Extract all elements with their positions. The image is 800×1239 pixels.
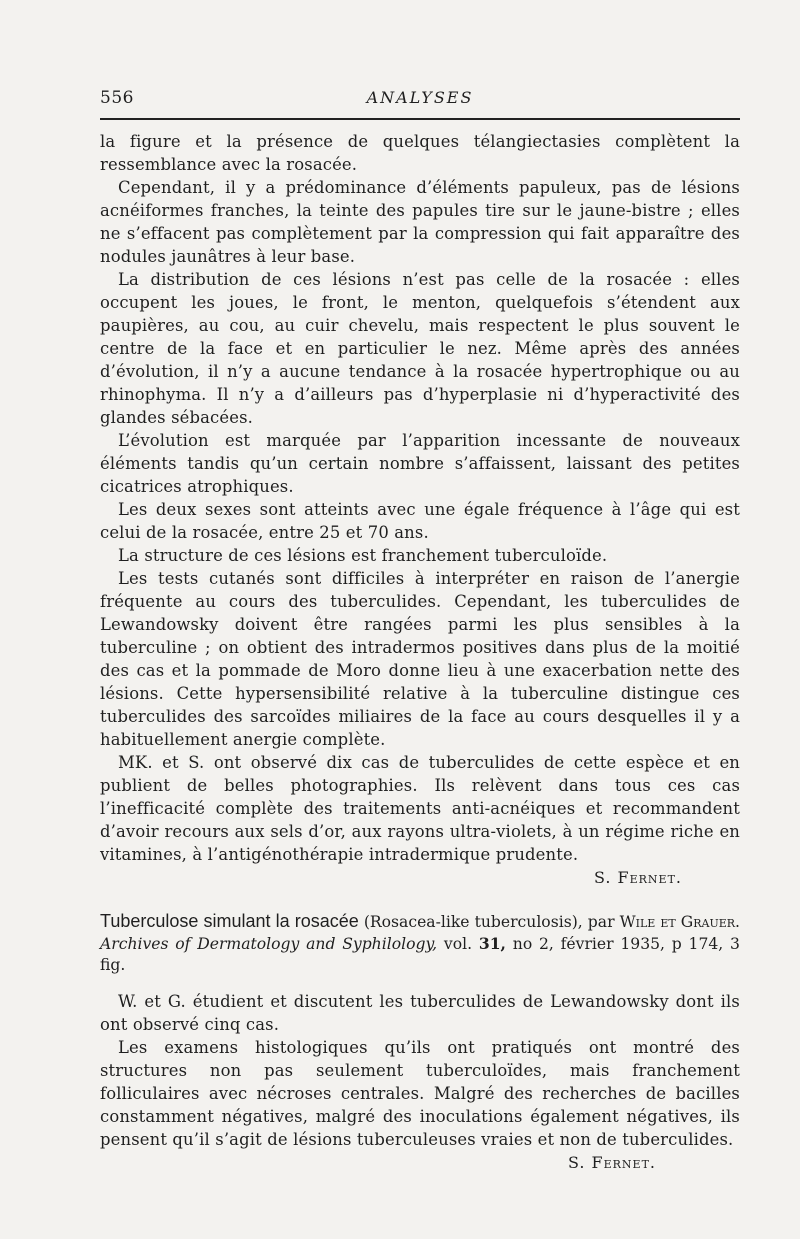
paragraph: Les deux sexes sont atteints avec une égale fréquence à l’âge qui est celui de la rosacée, entre 25 et 70 ans. xyxy=(100,500,740,542)
page-header xyxy=(100,88,740,112)
paragraph: W. et G. étudient et discutent les tuberculides de Lewandowsky dont ils ont observé cinq cas. xyxy=(100,992,740,1034)
journal-name: Archives of Dermatology and Syphilology, xyxy=(100,935,438,953)
paragraph: la figure et la présence de quelques télangiectasies complètent la ressemblance avec la rosacée. xyxy=(100,132,740,174)
review-heading xyxy=(100,911,740,976)
first-article xyxy=(100,130,740,889)
page-number: 556 xyxy=(100,88,134,108)
paragraph: L’évolution est marquée par l’apparition incessante de nouveaux éléments tandis qu’un certain nombre s’affaissent, laissant des petites cicatrices atrophiques. xyxy=(100,431,740,496)
paragraph: Cependant, il y a prédominance d’éléments papuleux, pas de lésions acnéiformes franches, la teinte des papules tire sur le jaune-bistre ; elles ne s’effacent pas complètement par la compression qui fait apparaître des nodules jaunâtres à leur base. xyxy=(100,178,740,266)
page-content xyxy=(100,88,740,1174)
signature: S. Fernet. xyxy=(567,1153,656,1172)
paragraph: Les examens histologiques qu’ils ont pratiqués ont montré des structures non pas seulement tuberculoïdes, mais franchement folliculaires avec nécroses centrales. Malgré des recherches de bacilles constamment négatives, malgré des inoculations également négatives, ils pensent qu’il s’agit de lésions tuberculeuses vraies et non de tuberculides. xyxy=(100,1038,740,1149)
paragraph: Les tests cutanés sont difficiles à interpréter en raison de l’anergie fréquente au cours des tuberculides. Cependant, les tuberculides de Lewandowsky doivent être rangées parmi les plus sensibles à la tuberculine ; on obtient des intradermos positives dans plus de la moitié des cas et la pommade de Moro donne lieu à une exacerbation nette des lésions. Cette hypersensibilité relative à la tuberculine distingue ces tuberculides des sarcoïdes miliaires de la face au cours desquelles il y a habituellement anergie complète. xyxy=(100,569,740,749)
article-title: Tuberculose simulant la rosacée xyxy=(100,911,359,931)
english-title: (Rosacea-like tuberculosis), par xyxy=(363,913,615,931)
volume-label: vol. xyxy=(443,935,473,953)
running-title: ANALYSES xyxy=(366,88,474,107)
authors: Wile et Grauer. xyxy=(619,913,740,931)
volume-number: 31, xyxy=(478,934,506,953)
second-article xyxy=(100,990,740,1174)
issue-details: no 2, février 1935, p 174, 3 fig. xyxy=(100,935,740,974)
paragraph: MK. et S. ont observé dix cas de tuberculides de cette espèce et en publient de belles photographies. Ils relèvent dans tous ces cas l’inefficacité complète des traitements anti-acnéiques et recommandent d’avoir recours aux sels d’or, aux rayons ultra-violets, à un régime riche en vitamines, à l’antigénothérapie intradermique prudente. xyxy=(100,753,740,864)
header-rule xyxy=(100,118,740,120)
paragraph: La structure de ces lésions est franchement tuberculoïde. xyxy=(118,546,608,565)
paragraph: La distribution de ces lésions n’est pas celle de la rosacée : elles occupent les joues, le front, le menton, quelquefois s’étendent aux paupières, au cou, au cuir chevelu, mais respectent le plus souvent le centre de la face et en particulier le nez. Même après des années d’évolution, il n’y a aucune tendance à la rosacée hypertrophique ou au rhinophyma. Il n’y a d’ailleurs pas d’hyperplasie ni d’hyperactivité des glandes sébacées. xyxy=(100,270,740,427)
signature: S. Fernet. xyxy=(593,868,682,887)
